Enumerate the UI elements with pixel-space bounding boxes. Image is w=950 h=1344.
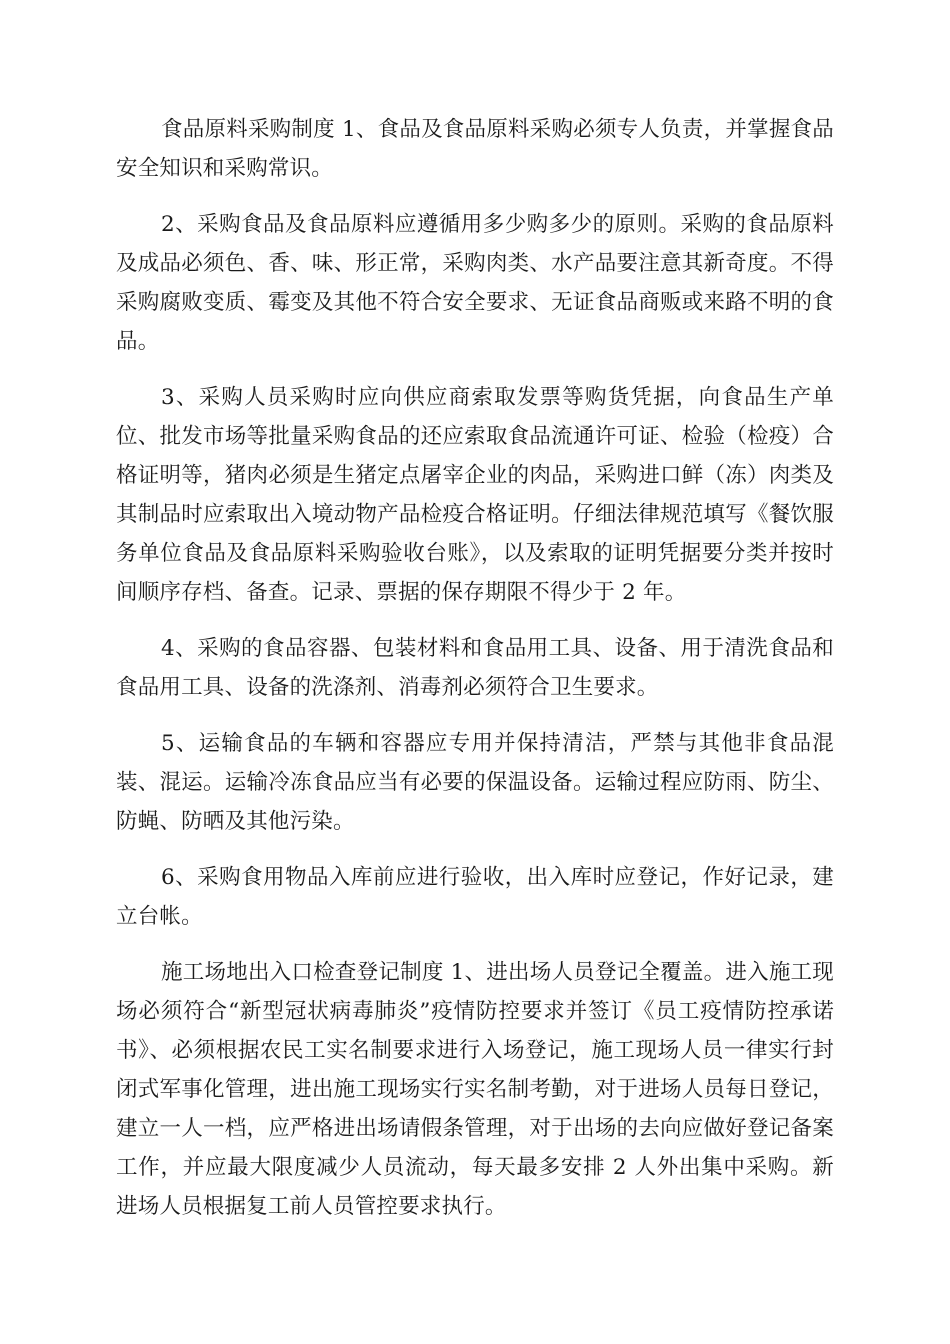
document-body — [116, 110, 834, 1243]
paragraph-3: 3、采购人员采购时应向供应商索取发票等购货凭据，向食品生产单位、批发市场等批量采购食品的还应索取食品流通许可证、检验（检疫）合格证明等，猪肉必须是生猪定点屠宰企业的肉品，采购进口鲜（冻）肉类及其制品时应索取出入境动物产品检疫合格证明。仔细法律规范填写《餐饮服务单位食品及食品原料采购验收台账》，以及索取的证明凭据要分类并按时间顺序存档、备查。记录、票据的保存期限不得少于 2 年。 — [116, 385, 834, 605]
paragraph-1: 食品原料采购制度 1、食品及食品原料采购必须专人负责，并掌握食品安全知识和采购常识。 — [116, 117, 834, 181]
paragraph-5: 5、运输食品的车辆和容器应专用并保持清洁，严禁与其他非食品混装、混运。运输冷冻食品应当有必要的保温设备。运输过程应防雨、防尘、防蝇、防晒及其他污染。 — [116, 731, 834, 834]
paragraph-4: 4、采购的食品容器、包装材料和食品用工具、设备、用于清洗食品和食品用工具、设备的洗涤剂、消毒剂必须符合卫生要求。 — [116, 636, 834, 700]
paragraph-6: 6、采购食用物品入库前应进行验收，出入库时应登记，作好记录，建立台帐。 — [116, 865, 834, 929]
paragraph-7: 施工场地出入口检查登记制度 1、进出场人员登记全覆盖。进入施工现场必须符合“新型冠状病毒肺炎”疫情防控要求并签订《员工疫情防控承诺书》、必须根据农民工实名制要求进行入场登记，施工现场人员一律实行封闭式军事化管理，进出施工现场实行实名制考勤，对于进场人员每日登记，建立一人一档，应严格进出场请假条管理，对于出场的去向应做好登记备案工作，并应最大限度减少人员流动，每天最多安排 2 人外出集中采购。新进场人员根据复工前人员管控要求执行。 — [116, 960, 834, 1219]
paragraph-2: 2、采购食品及食品原料应遵循用多少购多少的原则。采购的食品原料及成品必须色、香、味、形正常，采购肉类、水产品要注意其新奇度。不得采购腐败变质、霉变及其他不符合安全要求、无证食品商贩或来路不明的食品。 — [116, 212, 834, 354]
